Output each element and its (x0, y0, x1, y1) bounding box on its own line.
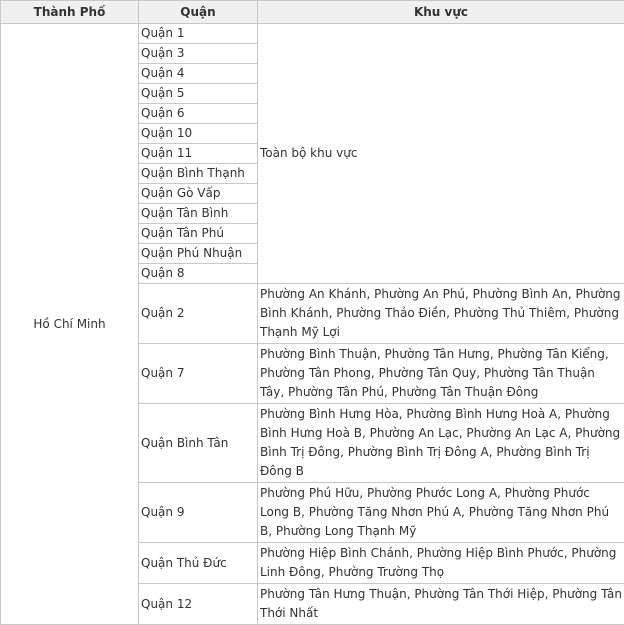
district-cell: Quận Thủ Đức (139, 543, 258, 584)
district-cell: Quận Tân Bình (139, 204, 258, 224)
district-cell: Quận 7 (139, 344, 258, 404)
district-cell: Quận 11 (139, 144, 258, 164)
area-cell: Phường Tân Hưng Thuận, Phường Tân Thới Hiệp, Phường Tân Thới Nhất (258, 584, 624, 625)
area-cell: Phường Bình Hưng Hòa, Phường Bình Hưng Hoà A, Phường Bình Hưng Hoà B, Phường An Lạc, Phường An Lạc A, Phường Bình Trị Đông, Phường Bình Trị Đông A, Phường Bình Trị Đông B (258, 404, 624, 483)
header-district: Quận (139, 1, 258, 24)
area-cell: Phường Bình Thuận, Phường Tân Hưng, Phường Tân Kiểng, Phường Tân Phong, Phường Tân Quy, Phường Tân Thuận Tây, Phường Tân Phú, Phường Tân Thuận Đông (258, 344, 624, 404)
header-area: Khu vực (258, 1, 624, 24)
district-cell: Quận Gò Vấp (139, 184, 258, 204)
area-cell-all: Toàn bộ khu vực (258, 24, 624, 284)
district-cell: Quận 12 (139, 584, 258, 625)
city-cell: Hồ Chí Minh (1, 24, 139, 625)
district-cell: Quận 2 (139, 284, 258, 344)
district-cell: Quận Bình Thạnh (139, 164, 258, 184)
area-cell: Phường Hiệp Bình Chánh, Phường Hiệp Bình Phước, Phường Linh Đông, Phường Trường Thọ (258, 543, 624, 584)
header-row (1, 1, 624, 24)
header-city: Thành Phố (1, 1, 139, 24)
district-cell: Quận 9 (139, 483, 258, 543)
district-cell: Quận 4 (139, 64, 258, 84)
area-cell: Phường An Khánh, Phường An Phú, Phường Bình An, Phường Bình Khánh, Phường Thảo Điền, Phường Thủ Thiêm, Phường Thạnh Mỹ Lợi (258, 284, 624, 344)
district-cell: Quận 6 (139, 104, 258, 124)
district-cell: Quận 1 (139, 24, 258, 44)
district-cell: Quận 3 (139, 44, 258, 64)
table-row (1, 24, 624, 44)
district-cell: Quận 10 (139, 124, 258, 144)
area-cell: Phường Phú Hữu, Phường Phước Long A, Phường Phước Long B, Phường Tăng Nhơn Phú A, Phường Tăng Nhơn Phú B, Phường Long Thạnh Mỹ (258, 483, 624, 543)
district-cell: Quận Tân Phú (139, 224, 258, 244)
district-cell: Quận 5 (139, 84, 258, 104)
district-cell: Quận Phú Nhuận (139, 244, 258, 264)
district-cell: Quận 8 (139, 264, 258, 284)
district-cell: Quận Bình Tân (139, 404, 258, 483)
